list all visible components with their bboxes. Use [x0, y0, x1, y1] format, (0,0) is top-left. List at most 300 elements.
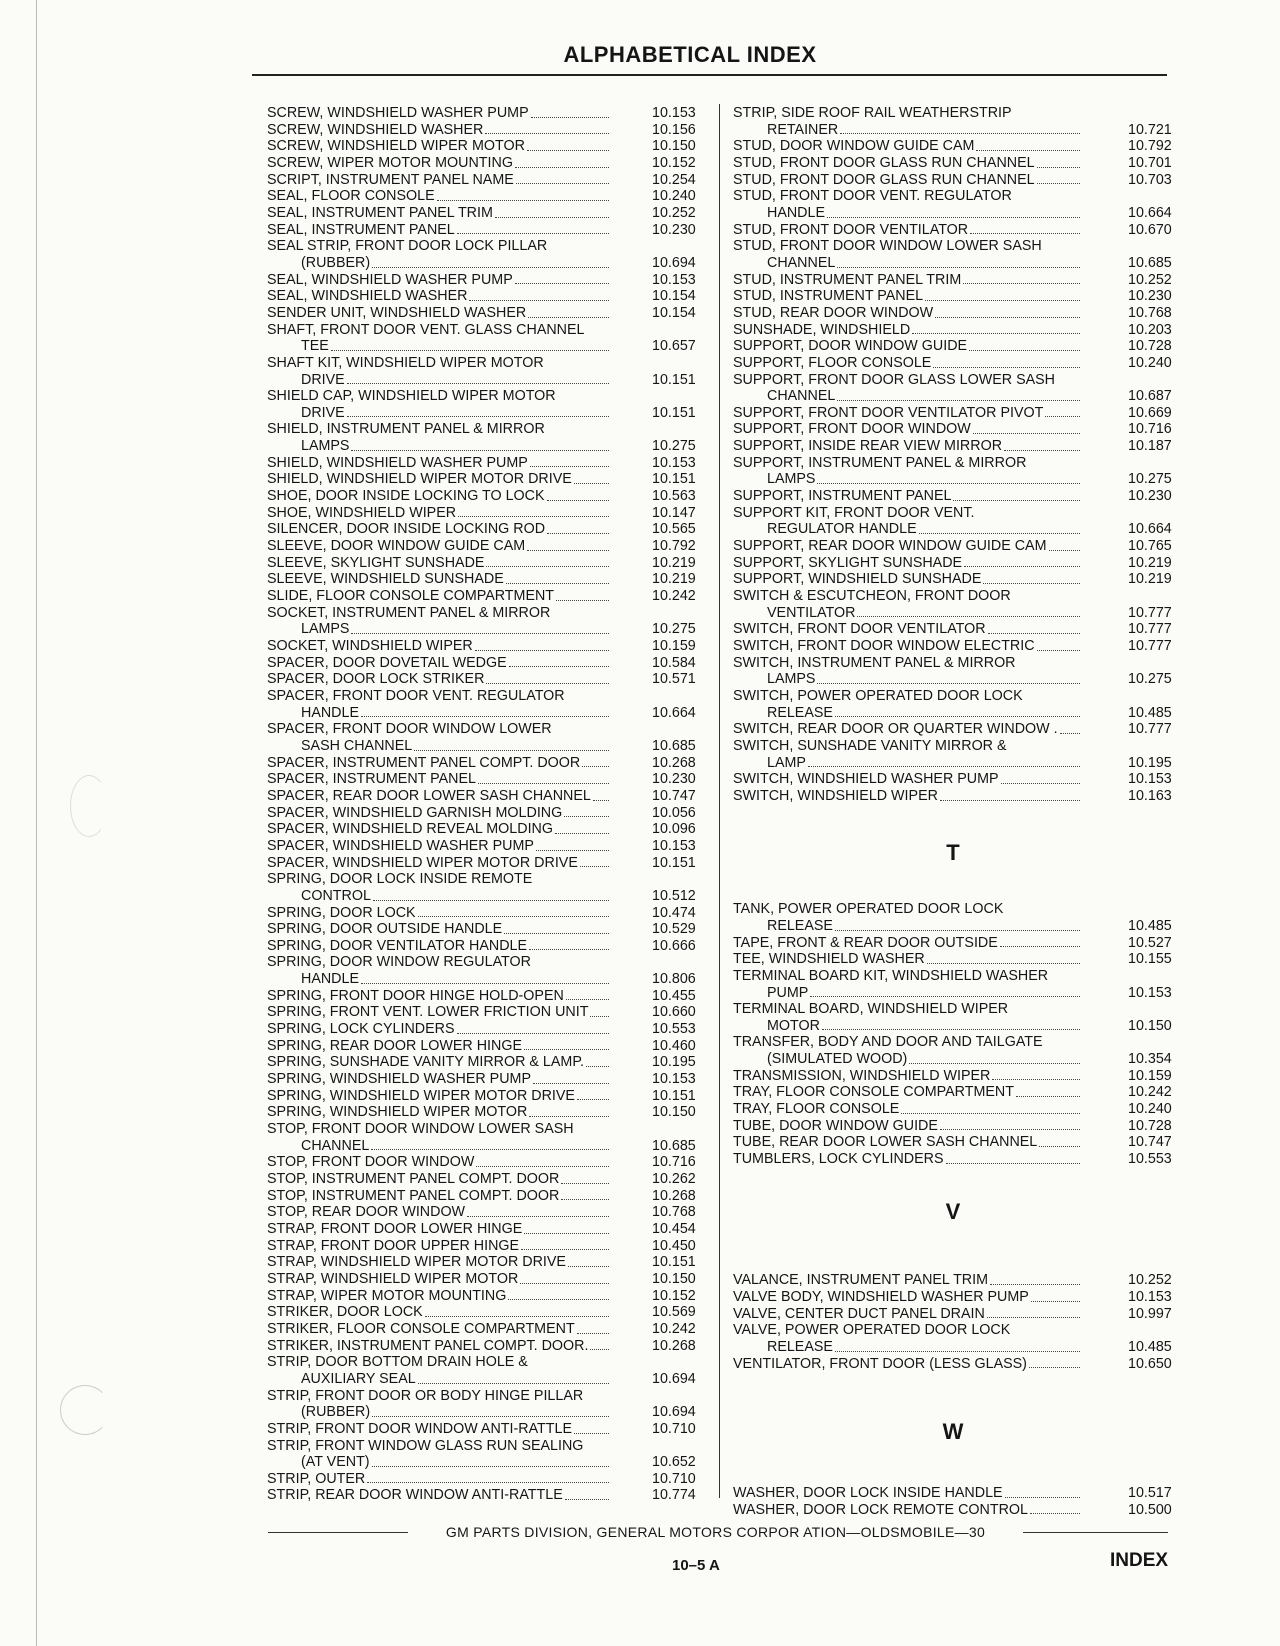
index-entry [267, 1171, 712, 1188]
entry-page-number: 10.694 [652, 254, 696, 271]
entry-page-number: 10.230 [652, 771, 696, 788]
index-entry [267, 938, 712, 955]
entry-text: SPACER, REAR DOOR LOWER SASH CHANNEL [267, 787, 591, 804]
entry-term [267, 905, 612, 922]
entry-term-continued [733, 1339, 1083, 1356]
entry-term [733, 901, 1083, 918]
entry-text: SCREW, WINDSHIELD WIPER MOTOR [267, 138, 525, 155]
index-entry [267, 1288, 712, 1305]
entry-page-number: 10.485 [1128, 1339, 1172, 1355]
entry-text: RELEASE [767, 917, 833, 934]
entry-text: RELEASE [767, 704, 833, 721]
index-entry [733, 338, 1173, 355]
entry-page-number: 10.666 [652, 937, 696, 954]
entry-page-number: 10.354 [1128, 1051, 1172, 1068]
entry-term [733, 1289, 1083, 1306]
entry-text: SPRING, SUNSHADE VANITY MIRROR & LAMP. [267, 1054, 584, 1071]
leader-dots [478, 783, 609, 784]
entry-page-number: 10.664 [1128, 204, 1172, 221]
entry-page-number: 10.571 [652, 671, 696, 688]
leader-dots [347, 383, 609, 384]
index-entry [733, 355, 1173, 372]
entry-text: CONTROL [301, 887, 371, 904]
entry-page-number: 10.275 [652, 621, 696, 638]
leader-dots [1005, 1497, 1080, 1498]
entry-page-number: 10.529 [652, 921, 696, 938]
entry-text: SILENCER, DOOR INSIDE LOCKING ROD [267, 521, 546, 538]
entry-text: SCREW, WINDSHIELD WASHER [267, 121, 484, 138]
entry-text: SOCKET, INSTRUMENT PANEL & MIRROR [267, 604, 551, 621]
entry-term [733, 1306, 1083, 1323]
entry-page-number: 10.694 [652, 1404, 696, 1421]
leader-dots [857, 616, 1080, 617]
index-entry [267, 538, 712, 555]
index-entry [267, 1471, 712, 1488]
entry-page-number: 10.203 [1128, 321, 1172, 338]
index-entry [733, 222, 1173, 239]
entry-term [733, 405, 1083, 422]
entry-page-number: 10.153 [652, 454, 696, 471]
entry-page-number: 10.242 [1128, 1084, 1172, 1101]
leader-dots [1004, 450, 1080, 451]
entry-term [733, 968, 1083, 985]
entry-text: SPACER, INSTRUMENT PANEL [267, 771, 476, 788]
entry-page-number: 10.694 [652, 1370, 696, 1387]
entry-text: RELEASE [767, 1339, 833, 1355]
entry-term [733, 305, 1083, 322]
entry-text: SENDER UNIT, WINDSHIELD WASHER [267, 304, 527, 321]
entry-term [267, 1104, 612, 1121]
entry-text: STUD, DOOR WINDOW GUIDE CAM [733, 138, 975, 155]
entry-term [733, 438, 1083, 455]
entry-text: SASH CHANNEL [301, 737, 413, 754]
entry-term [267, 655, 612, 672]
entry-text: STRAP, WINDSHIELD WIPER MOTOR [267, 1270, 519, 1287]
index-entry [733, 638, 1173, 655]
index-entry [733, 901, 1173, 934]
entry-page-number: 10.777 [1128, 604, 1172, 621]
entry-text: STOP, INSTRUMENT PANEL COMPT. DOOR [267, 1171, 560, 1187]
entry-page-number: 10.792 [652, 538, 696, 555]
leader-dots [547, 533, 609, 534]
index-entry [267, 1004, 712, 1021]
entry-term [267, 1154, 612, 1171]
entry-term [733, 488, 1083, 505]
index-entry [267, 838, 712, 855]
entry-term [267, 471, 612, 488]
entry-term [733, 935, 1083, 952]
entry-page-number: 10.254 [652, 171, 696, 188]
index-entry [267, 1038, 712, 1055]
page-title: ALPHABETICAL INDEX [563, 42, 817, 67]
entry-text: SPRING, WINDSHIELD WIPER MOTOR [267, 1104, 528, 1121]
entry-term [733, 788, 1083, 805]
entry-page-number: 10.584 [652, 654, 696, 671]
leader-dots [504, 933, 609, 934]
entry-text: STRIKER, FLOOR CONSOLE COMPARTMENT [267, 1320, 575, 1337]
index-entry [267, 1021, 712, 1038]
entry-text: STRAP, WINDSHIELD WIPER MOTOR DRIVE [267, 1254, 566, 1271]
entry-text: SPACER, WINDSHIELD REVEAL MOLDING [267, 821, 553, 838]
entry-page-number: 10.151 [652, 1087, 696, 1104]
entry-term [267, 871, 612, 888]
leader-dots [530, 466, 609, 467]
entry-text: STUD, FRONT DOOR VENTILATOR [733, 221, 969, 238]
entry-term [267, 1321, 612, 1338]
entry-term [267, 954, 612, 971]
index-entry [267, 1071, 712, 1088]
leader-dots [524, 1233, 609, 1234]
leader-dots [351, 450, 609, 451]
leader-dots [593, 800, 609, 801]
entry-page-number: 10.664 [652, 704, 696, 721]
index-entry [733, 305, 1173, 322]
entry-term [733, 222, 1083, 239]
entry-page-number: 10.262 [652, 1171, 696, 1187]
leader-dots [555, 833, 609, 834]
entry-page-number: 10.150 [652, 1270, 696, 1287]
leader-dots [964, 566, 1080, 567]
entry-term [267, 538, 612, 555]
entry-page-number: 10.455 [652, 987, 696, 1004]
entry-term [267, 1238, 612, 1255]
leader-dots [351, 633, 609, 634]
column-divider [719, 104, 720, 1498]
leader-dots [533, 1083, 609, 1084]
index-entry [733, 951, 1173, 968]
index-entry [733, 555, 1173, 572]
entry-term [733, 272, 1083, 289]
index-entry [733, 1134, 1173, 1151]
index-entry [267, 155, 712, 172]
entry-term [733, 1084, 1083, 1101]
entry-page-number: 10.152 [652, 1287, 696, 1304]
leader-dots [827, 217, 1080, 218]
entry-text: SHOE, WINDSHIELD WIPER [267, 504, 457, 521]
entry-term [267, 555, 612, 572]
entry-term-continued [267, 705, 612, 722]
entry-page-number: 10.151 [652, 471, 696, 488]
entry-term [267, 521, 612, 538]
entry-page-number: 10.569 [652, 1304, 696, 1321]
entry-text: VENTILATOR, FRONT DOOR (LESS GLASS) [733, 1355, 1027, 1372]
entry-page-number: 10.153 [652, 105, 696, 121]
entry-term [267, 605, 612, 622]
entry-page-number: 10.242 [652, 588, 696, 605]
entry-text: STUD, REAR DOOR WINDOW [733, 304, 934, 321]
index-entry [733, 1084, 1173, 1101]
entry-term [733, 138, 1083, 155]
entry-page-number: 10.652 [652, 1454, 696, 1471]
entry-page-number: 10.219 [652, 554, 696, 571]
entry-text: SEAL, INSTRUMENT PANEL [267, 221, 455, 238]
entry-term [267, 1038, 612, 1055]
entry-term [733, 1272, 1083, 1289]
leader-dots [983, 583, 1080, 584]
footer-rule-left [268, 1532, 408, 1533]
entry-page-number: 10.474 [652, 904, 696, 921]
index-entry [733, 188, 1173, 221]
leader-dots [373, 900, 609, 901]
index-entry [267, 655, 712, 672]
entry-term [267, 688, 612, 705]
entry-term-continued [267, 971, 612, 988]
entry-page-number: 10.721 [1128, 121, 1172, 138]
index-entry [267, 305, 712, 322]
leader-dots [515, 283, 609, 284]
index-entry [267, 421, 712, 454]
entry-text: SEAL, INSTRUMENT PANEL TRIM [267, 204, 493, 221]
entry-text: SPRING, DOOR WINDOW REGULATOR [267, 954, 531, 971]
leader-dots [528, 317, 609, 318]
leader-dots [531, 117, 609, 118]
entry-text: SPACER, WINDSHIELD WIPER MOTOR DRIVE [267, 854, 578, 871]
entry-page-number: 10.777 [1128, 638, 1172, 654]
leader-dots [837, 400, 1080, 401]
leader-dots [331, 350, 609, 351]
entry-text: SCRIPT, INSTRUMENT PANEL NAME [267, 171, 514, 188]
entry-page-number: 10.268 [652, 754, 696, 771]
footer-rule-right [1023, 1532, 1168, 1533]
entry-page-number: 10.150 [652, 138, 696, 155]
entry-text: PUMP [767, 984, 809, 1001]
index-entry [733, 405, 1173, 422]
entry-text: STRAP, FRONT DOOR UPPER HINGE [267, 1237, 520, 1254]
leader-dots [457, 233, 609, 234]
leader-dots [566, 999, 609, 1000]
leader-dots [990, 1284, 1080, 1285]
leader-dots [969, 350, 1080, 351]
entry-term [267, 671, 612, 688]
entry-term [267, 455, 612, 472]
entry-term [733, 1068, 1083, 1085]
index-entry [267, 788, 712, 805]
index-entry [267, 1204, 712, 1221]
entry-page-number: 10.657 [652, 338, 696, 355]
leader-dots [524, 1049, 609, 1050]
entry-text: VALANCE, INSTRUMENT PANEL TRIM [733, 1272, 989, 1289]
entry-page-number: 10.685 [1128, 254, 1172, 271]
index-entry [267, 721, 712, 754]
index-entry [733, 788, 1173, 805]
entry-text: TRANSMISSION, WINDSHIELD WIPER [733, 1067, 991, 1084]
leader-dots [933, 367, 1080, 368]
entry-term [733, 688, 1083, 705]
leader-dots [564, 816, 609, 817]
entry-text: SPACER, WINDSHIELD GARNISH MOLDING [267, 804, 563, 821]
entry-term [267, 1171, 612, 1188]
leader-dots [577, 1333, 609, 1334]
entry-text: SPRING, LOCK CYLINDERS [267, 1021, 455, 1038]
entry-term [267, 388, 612, 405]
leader-dots [946, 1163, 1080, 1164]
entry-text: TRAY, FLOOR CONSOLE COMPARTMENT [733, 1084, 1014, 1101]
entry-page-number: 10.153 [1128, 1289, 1172, 1306]
leader-dots [515, 167, 609, 168]
entry-text: HANDLE [301, 971, 359, 988]
leader-dots [372, 1416, 609, 1417]
entry-term-continued [733, 1051, 1083, 1068]
entry-text: TERMINAL BOARD KIT, WINDSHIELD WASHER [733, 967, 1049, 984]
entry-text: LAMPS [767, 671, 816, 688]
entry-term-continued [733, 918, 1083, 935]
index-entry [267, 1304, 712, 1321]
entry-term [267, 821, 612, 838]
index-entry [733, 1151, 1173, 1168]
entry-text: SWITCH, REAR DOOR OR QUARTER WINDOW . [733, 721, 1058, 738]
entry-text: STRIP, FRONT WINDOW GLASS RUN SEALING [267, 1437, 584, 1454]
entry-page-number: 10.219 [652, 571, 696, 588]
index-entry [733, 1272, 1173, 1289]
entry-term [267, 322, 612, 339]
entry-page-number: 10.450 [652, 1237, 696, 1254]
entry-term [733, 288, 1083, 305]
entry-page-number: 10.685 [652, 737, 696, 754]
entry-term [267, 1004, 612, 1021]
index-entry [267, 1487, 712, 1504]
entry-page-number: 10.154 [652, 304, 696, 321]
entry-term [267, 1354, 612, 1371]
entry-text: SEAL STRIP, FRONT DOOR LOCK PILLAR [267, 238, 548, 255]
entry-page-number: 10.997 [1128, 1305, 1172, 1322]
leader-dots [582, 766, 609, 767]
entry-page-number: 10.650 [1128, 1355, 1172, 1372]
entry-term [733, 1151, 1083, 1168]
index-entry [733, 288, 1173, 305]
entry-term [267, 1487, 612, 1504]
entry-text: SPRING, WINDSHIELD WIPER MOTOR DRIVE [267, 1087, 575, 1104]
entry-text: LAMPS [767, 471, 816, 488]
entry-page-number: 10.230 [1128, 488, 1172, 505]
leader-dots [486, 683, 609, 684]
leader-dots [940, 800, 1080, 801]
entry-text: SPACER, FRONT DOOR VENT. REGULATOR [267, 687, 565, 704]
index-entry [733, 588, 1173, 621]
entry-term [267, 1304, 612, 1321]
entry-term [733, 555, 1083, 572]
leader-dots [485, 133, 609, 134]
entry-text: HANDLE [767, 204, 825, 221]
entry-text: SWITCH, FRONT DOOR WINDOW ELECTRIC [733, 638, 1035, 654]
entry-text: STOP, REAR DOOR WINDOW [267, 1204, 466, 1221]
entry-page-number: 10.485 [1128, 704, 1172, 721]
leader-dots [1045, 416, 1080, 417]
entry-page-number: 10.660 [652, 1004, 696, 1021]
entry-text: SPRING, REAR DOOR LOWER HINGE [267, 1037, 522, 1054]
entry-term [267, 122, 612, 139]
entry-text: STRIP, OUTER [267, 1470, 366, 1487]
index-entry [267, 1238, 712, 1255]
entry-page-number: 10.153 [652, 1071, 696, 1088]
entry-page-number: 10.687 [1128, 388, 1172, 405]
entry-page-number: 10.563 [652, 488, 696, 505]
entry-text: SUPPORT, FRONT DOOR VENTILATOR PIVOT [733, 404, 1044, 421]
entry-term [267, 755, 612, 772]
entry-text: MOTOR [767, 1017, 820, 1034]
entry-page-number: 10.806 [652, 971, 696, 988]
leader-dots [469, 300, 609, 301]
index-entry [267, 355, 712, 388]
entry-term [733, 355, 1083, 372]
leader-dots [565, 1499, 609, 1500]
entry-term [267, 488, 612, 505]
entry-term [267, 238, 612, 255]
entry-page-number: 10.716 [1128, 421, 1172, 438]
index-entry [267, 588, 712, 605]
leader-dots [590, 1349, 609, 1350]
entry-page-number: 10.153 [1128, 771, 1172, 788]
entry-term [267, 1421, 612, 1438]
index-entry [267, 1088, 712, 1105]
entry-term [733, 1322, 1083, 1339]
entry-text: SUPPORT KIT, FRONT DOOR VENT. [733, 504, 975, 521]
entry-text: SPACER, WINDSHIELD WASHER PUMP [267, 837, 534, 854]
entry-text: SPRING, DOOR OUTSIDE HANDLE [267, 921, 503, 938]
entry-text: SUPPORT, WINDSHIELD SUNSHADE [733, 571, 982, 588]
entry-term [733, 172, 1083, 189]
index-entry [267, 805, 712, 822]
leader-dots [495, 217, 609, 218]
entry-page-number: 10.147 [652, 504, 696, 521]
leader-dots [361, 716, 609, 717]
entry-text: SUPPORT, INSTRUMENT PANEL & MIRROR [733, 454, 1027, 471]
index-entry [267, 388, 712, 421]
letter-heading: W [942, 1419, 964, 1445]
leader-dots [590, 1016, 609, 1017]
leader-dots [1000, 946, 1080, 947]
entry-text: SWITCH, INSTRUMENT PANEL & MIRROR [733, 654, 1016, 671]
entry-term-continued [733, 705, 1083, 722]
entry-page-number: 10.774 [652, 1487, 696, 1504]
entry-page-number: 10.716 [652, 1154, 696, 1171]
index-entry [267, 988, 712, 1005]
index-entry [267, 521, 712, 538]
leader-dots [963, 283, 1080, 284]
entry-page-number: 10.517 [1128, 1484, 1172, 1501]
leader-dots [909, 1063, 1080, 1064]
entry-page-number: 10.777 [1128, 621, 1172, 638]
leader-dots [822, 1029, 1080, 1030]
leader-dots [970, 233, 1080, 234]
entry-term [733, 571, 1083, 588]
entry-term [733, 421, 1083, 438]
entry-page-number: 10.728 [1128, 338, 1172, 355]
entry-term [733, 155, 1083, 172]
entry-text: SPRING, WINDSHIELD WASHER PUMP [267, 1071, 531, 1088]
entry-page-number: 10.155 [1128, 951, 1172, 968]
entry-text: STUD, INSTRUMENT PANEL TRIM [733, 271, 962, 288]
entry-term [733, 1118, 1083, 1135]
entry-page-number: 10.159 [652, 638, 696, 654]
entry-text: LAMPS [301, 438, 350, 455]
entry-term [733, 188, 1083, 205]
entry-page-number: 10.187 [1128, 438, 1172, 455]
entry-text: (RUBBER) [301, 1404, 371, 1421]
entry-text: SPRING, FRONT VENT. LOWER FRICTION UNIT [267, 1004, 589, 1021]
index-entry [733, 488, 1173, 505]
entry-term-continued [733, 985, 1083, 1002]
entry-text: SLEEVE, DOOR WINDOW GUIDE CAM [267, 538, 526, 555]
entry-term [267, 1054, 612, 1071]
leader-dots [516, 183, 609, 184]
entry-text: TUBE, DOOR WINDOW GUIDE [733, 1117, 938, 1134]
entry-text: (RUBBER) [301, 254, 371, 271]
leader-dots [1031, 1301, 1080, 1302]
footer [268, 1524, 1168, 1540]
index-entry [267, 1321, 712, 1338]
entry-page-number: 10.454 [652, 1220, 696, 1237]
leader-dots [347, 416, 609, 417]
